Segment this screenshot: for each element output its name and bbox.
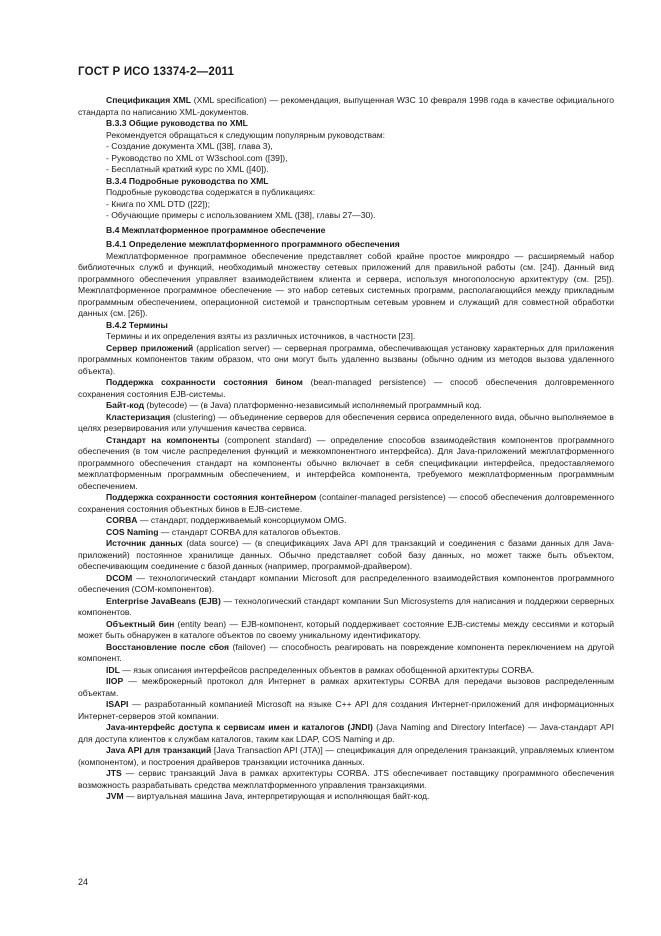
- term-lead: Поддержка сохранности состояния контейнером: [106, 492, 317, 502]
- term-lead: Источник данных: [106, 538, 183, 548]
- paragraph: [78, 176, 614, 188]
- paragraph: [78, 665, 614, 677]
- paragraph-text: — межброкерный протокол для Интернет в рамках архитектуры CORBA для передачи вызовов распределенным объектам.: [78, 676, 614, 698]
- paragraph: [78, 130, 614, 142]
- paragraph: [78, 320, 614, 332]
- paragraph: [78, 412, 614, 435]
- document-body: [78, 95, 614, 803]
- paragraph: [78, 118, 614, 130]
- paragraph: [78, 239, 614, 251]
- paragraph-text: — виртуальная машина Java, интерпретирующая и исполняющая байт-код.: [123, 791, 430, 801]
- term-lead: Поддержка сохранности состояния бином: [106, 377, 303, 387]
- paragraph-text: - Обучающие примеры с использованием XML ([38], главы 27—30).: [106, 210, 376, 220]
- term-lead: Java-интерфейс доступа к сервисам имен и каталогов (JNDI): [106, 722, 373, 732]
- paragraph: [78, 492, 614, 515]
- paragraph: [78, 619, 614, 642]
- term-lead: CORBA: [106, 515, 138, 525]
- paragraph: [78, 435, 614, 493]
- paragraph-text: — сервис транзакций Java в рамках архитектуры CORBA. JTS обеспечивает поставщику программного обеспечения возможность разрабатывать средства межплатформенного управления транзакциями.: [78, 768, 614, 790]
- paragraph-text: [Java Transaction API (JTA)] — спецификация для определения транзакций, управляемых клиентом (компонентом), и построения драйверов транзакции источника данных.: [78, 745, 614, 767]
- paragraph-text: Термины и их определения взяты из различных источников, в частности [23].: [106, 331, 416, 341]
- paragraph-text: - Руководство по XML от W3school.com ([39]),: [106, 152, 288, 163]
- term-lead: B.4.1 Определение межплатформенного программного обеспечения: [106, 239, 400, 249]
- paragraph-text: (component standard) — определение способов взаимодействия компонентов программного обеспечения (в том числе распределения функций и межкомпонентного интерфейса). Для Java-приложений межплатформенного программного обеспечения стандарт на компоненты обычно включает в себя спецификации интерфейса, предоставляемого межплатформенным программным обеспечением, и интерфейса компонента, требуемого межплатформенным программным обеспечением.: [78, 434, 614, 491]
- paragraph-text: Подробные руководства содержатся в публикациях:: [106, 187, 316, 197]
- paragraph: [78, 225, 614, 237]
- paragraph: [78, 768, 614, 791]
- paragraph-text: - Книга по XML DTD ([22]);: [106, 198, 210, 209]
- term-lead: COS Naming: [106, 526, 159, 537]
- paragraph-text: Рекомендуется обращаться к следующим популярным руководствам:: [106, 129, 386, 140]
- term-lead: DCOM: [106, 572, 133, 583]
- paragraph: [78, 538, 614, 573]
- paragraph: [78, 527, 614, 539]
- paragraph-text: (container-managed persistence) — способ обеспечения долговременного сохранения состояния объектных бинов в EJB-системе.: [78, 492, 614, 514]
- paragraph: [78, 791, 614, 803]
- document-header: ГОСТ Р ИСО 13374-2—2011: [78, 66, 235, 78]
- paragraph-text: - Создание документа XML ([38], глава 3),: [106, 141, 273, 151]
- paragraph: [78, 343, 614, 378]
- paragraph-text: - Бесплатный краткий курс по XML ([40]).: [106, 164, 269, 174]
- paragraph-text: (XML specification) — рекомендация, выпущенная W3C 10 февраля 1998 года в качестве официального стандарта по написанию XML-документов.: [78, 95, 615, 117]
- paragraph: [78, 400, 614, 412]
- paragraph-text: (bytecode) — (в Java) платформенно-независимый исполняемый программный код.: [144, 400, 482, 410]
- paragraph: [78, 95, 614, 118]
- term-lead: JTS: [106, 768, 122, 778]
- paragraph-text: — стандарт, поддерживаемый консорциумом OMG.: [137, 515, 347, 525]
- term-lead: Сервер приложений: [106, 342, 194, 353]
- paragraph: [78, 164, 614, 176]
- term-lead: B.4.2 Термины: [106, 319, 168, 330]
- paragraph-text: — технологический стандарт компании Sun Microsystems для написания и поддержки серверных компонентов.: [78, 595, 614, 617]
- paragraph-text: (application server) — серверная программа, обеспечивающая установку характерных для приложения программных компонентов таким образом, что они могут быть удаленно вызваны (обычно одним из методов вызова удаленного объекта).: [78, 342, 614, 376]
- paragraph-text: Межплатформенное программное обеспечение представляет собой крайне простое микроядро — расширяемый набор библиотечных служб и функций, необходимый множеству сетевых приложений для правильной работы (см. [24]). Данный вид программного обеспечения управляет взаимодействием клиента и сервера, используя многополосную архитектуру (см. [25]). Межплатформенное программное обеспечение — это набор сетевых системных программ, располагающийся между прикладным программным обеспечением, операционной системой и транспортным сетевым уровнем и служащий для совместной обработки данных (см. [26]).: [78, 250, 614, 318]
- term-lead: Кластеризация: [106, 411, 171, 422]
- term-lead: Байт-код: [106, 400, 145, 410]
- paragraph: [78, 141, 614, 153]
- term-lead: IIOP: [106, 676, 124, 686]
- paragraph-text: (failover) — способность реагировать на повреждение компонента переключением на другой компонент.: [78, 641, 615, 663]
- term-lead: Восстановление после сбоя: [106, 641, 230, 652]
- paragraph: [78, 199, 614, 211]
- term-lead: B.4 Межплатформенное программное обеспечение: [106, 224, 326, 235]
- paragraph: [78, 676, 614, 699]
- paragraph: [78, 187, 614, 199]
- paragraph: [78, 745, 614, 768]
- term-lead: B.3.4 Подробные руководства по XML: [106, 175, 269, 186]
- paragraph-text: (data source) — (в спецификациях Java API для транзакций и соединения с базами данных для Java-приложений) постоянное хранилище данных. Обычно представляет собой базу данных, но может также быть объектом, обеспечивающим соединение с базой данных (например, программой-драйвером).: [78, 538, 614, 571]
- paragraph: [78, 573, 614, 596]
- paragraph: [78, 515, 614, 527]
- term-lead: JVM: [106, 791, 124, 801]
- paragraph: [78, 596, 614, 619]
- paragraph-text: (bean-managed persistence) — способ обеспечения долговременного сохранения состояния EJB-системы.: [78, 377, 615, 399]
- paragraph: [78, 210, 614, 222]
- term-lead: IDL: [106, 664, 120, 675]
- paragraph: [78, 642, 614, 665]
- paragraph-text: (clustering) — объединение серверов для обеспечения сервиса определенного вида, обычно выполняемое в целях резервирования или улучшения качества сервиса.: [78, 411, 614, 433]
- paragraph: [78, 722, 614, 745]
- term-lead: B.3.3 Общие руководства по XML: [106, 118, 248, 128]
- term-lead: Объектный бин: [106, 618, 175, 629]
- paragraph-text: — разработанный компанией Microsoft на языке C++ API для создания Интернет-приложений для информационных Интернет-серверов этой компании.: [78, 699, 614, 721]
- paragraph-text: — технологический стандарт компании Microsoft для распределенного взаимодействия компонентов программного обеспечения (COM-компонентов).: [78, 572, 614, 594]
- paragraph: [78, 153, 614, 165]
- paragraph: [78, 377, 614, 400]
- paragraph-text: — стандарт CORBA для каталогов объектов.: [158, 526, 341, 537]
- paragraph: [78, 331, 614, 343]
- term-lead: Java API для транзакций: [106, 745, 212, 755]
- paragraph-text: (entity bean) — EJB-компонент, который поддерживает состояние EJB-системы между сессиями и который может быть обнаружен в каталоге объектов по своему уникальному идентификатору.: [78, 618, 614, 640]
- term-lead: Спецификация XML: [106, 95, 192, 105]
- paragraph: [78, 699, 614, 722]
- term-lead: ISAPI: [106, 699, 129, 709]
- paragraph-text: (Java Naming and Directory Interface) — Java-стандарт API для доступа клиентов к службам каталогов, таким как LDAP, COS Naming и др.: [78, 722, 614, 744]
- page-number: 24: [78, 877, 89, 887]
- paragraph-text: — язык описания интерфейсов распределенных объектов в рамках обобщенной архитектуры CORBA.: [119, 664, 535, 675]
- paragraph: [78, 251, 614, 320]
- term-lead: Стандарт на компоненты: [106, 434, 220, 445]
- term-lead: Enterprise JavaBeans (EJB): [106, 595, 221, 606]
